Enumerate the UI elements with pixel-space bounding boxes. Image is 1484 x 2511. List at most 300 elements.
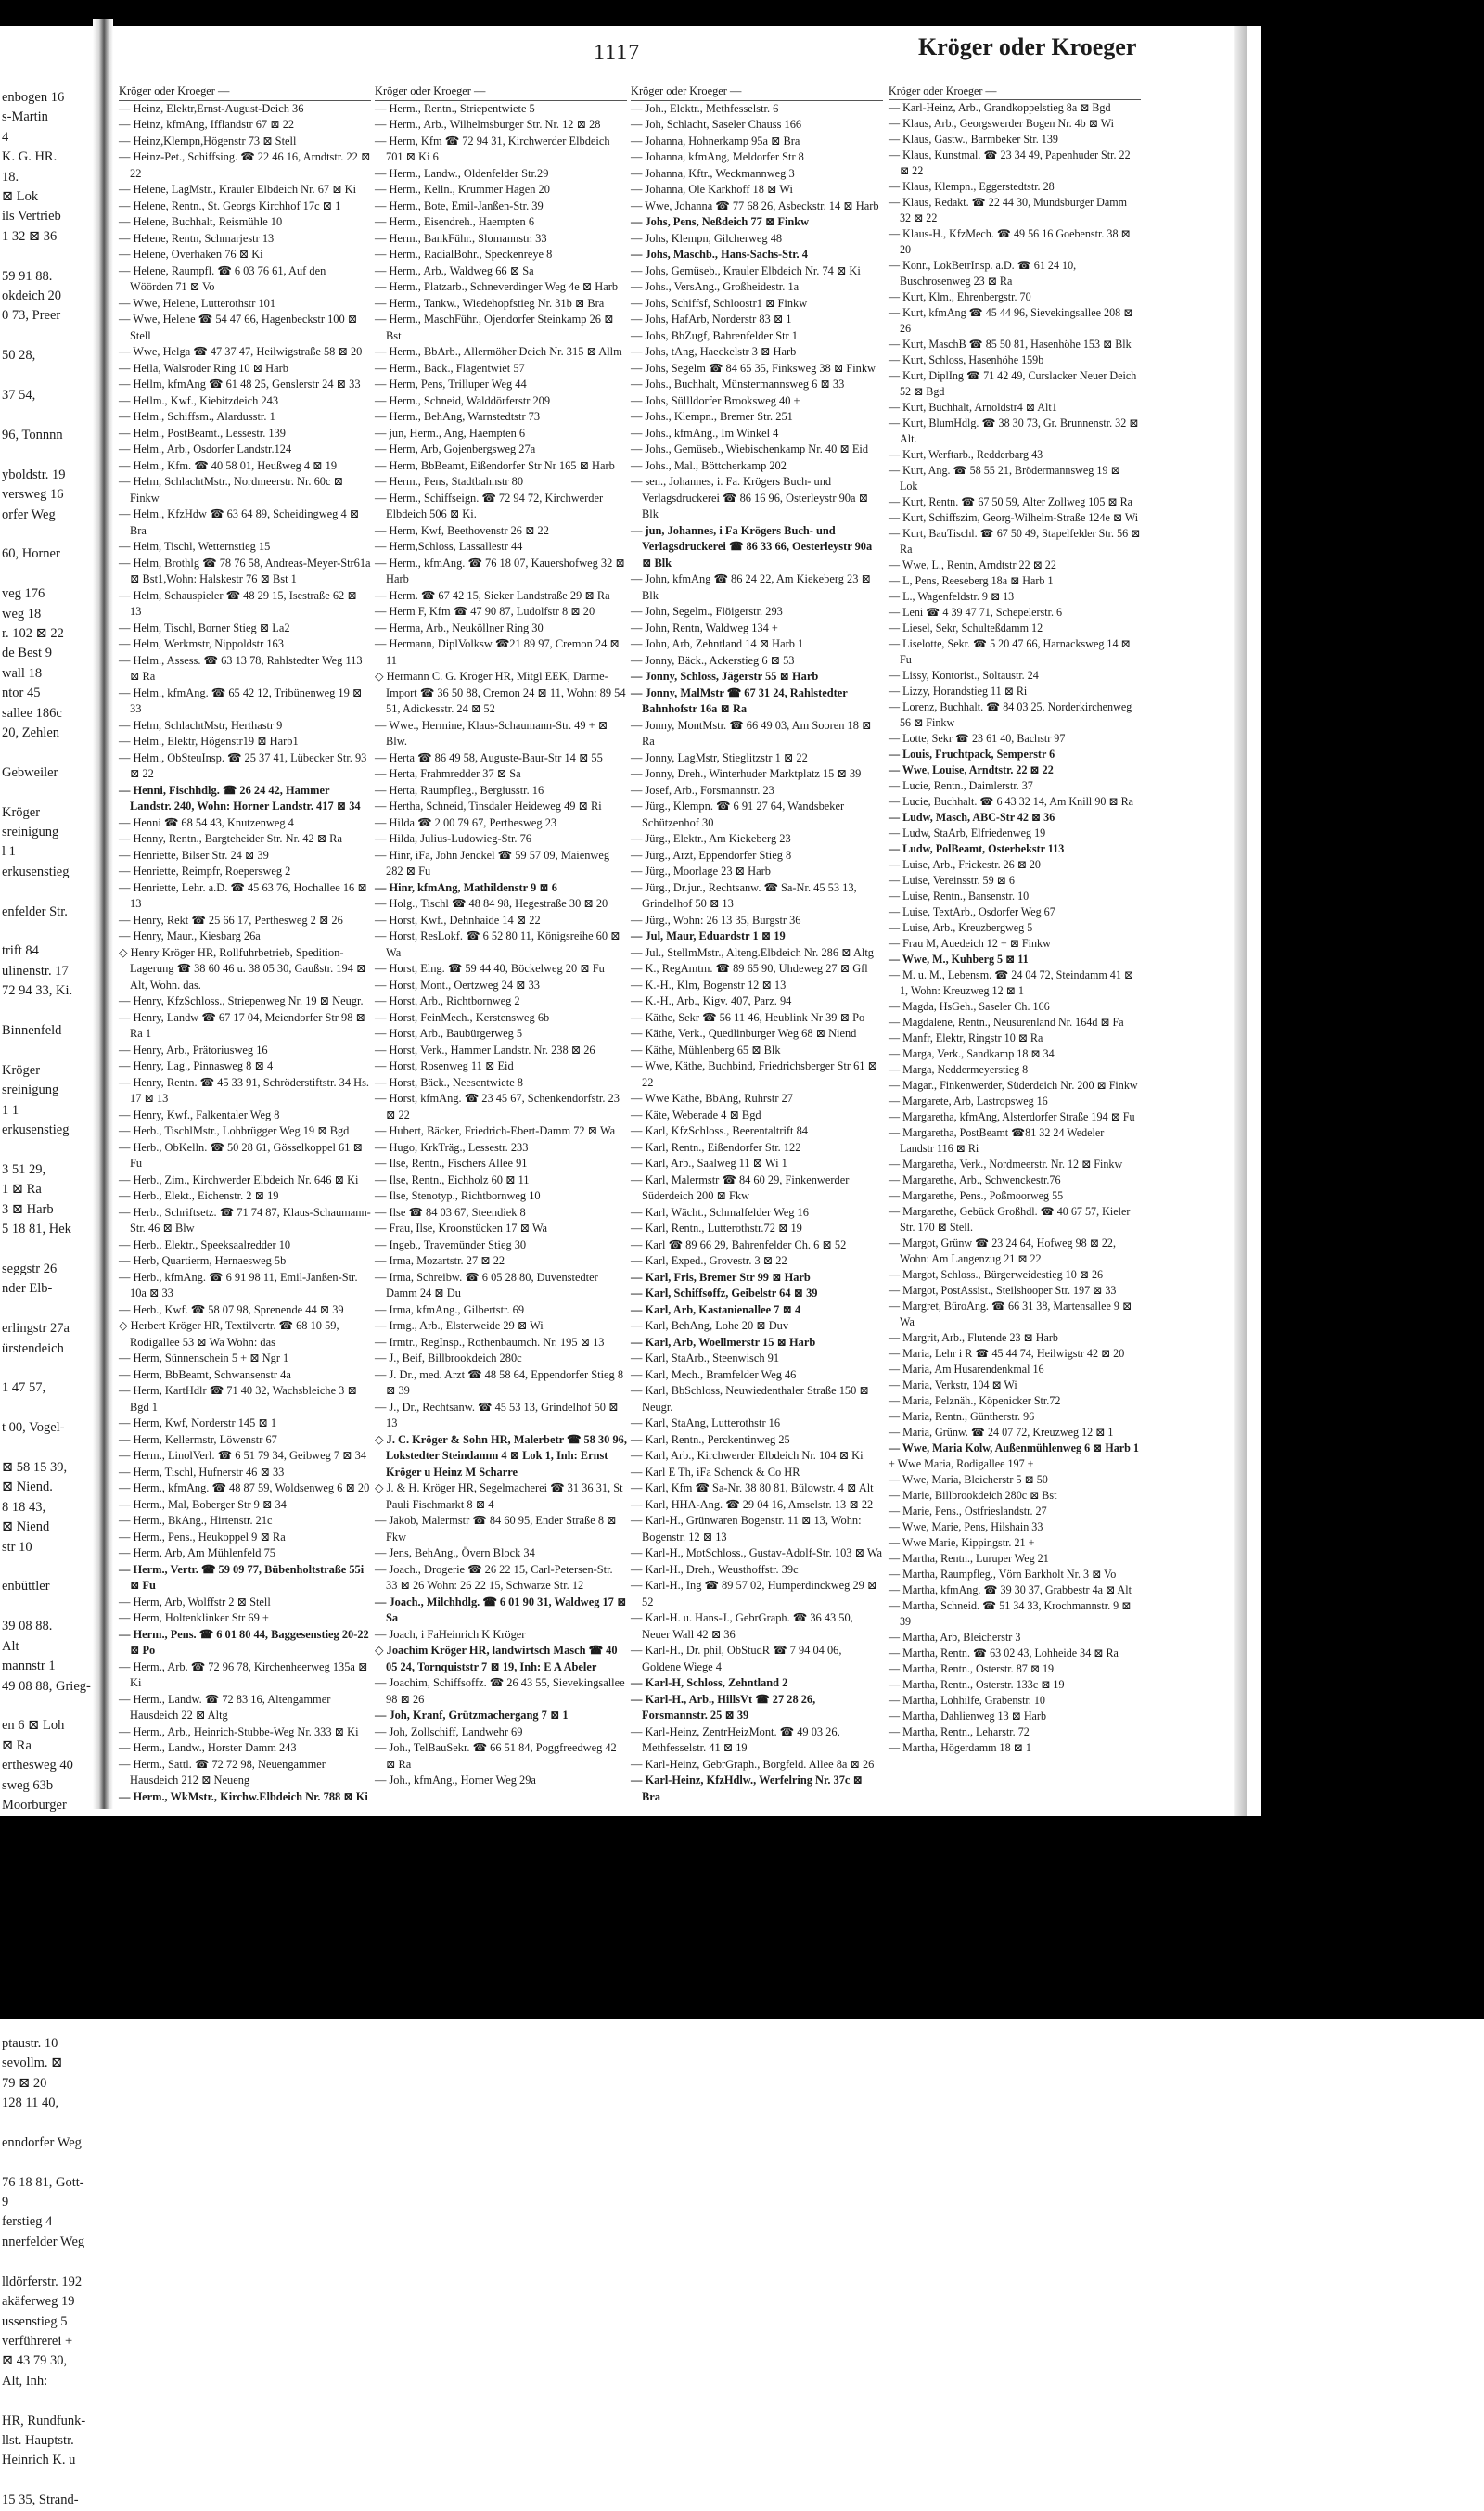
directory-entry: — Horst, Rosenweg 11 ⊠ Eid [375, 1059, 514, 1072]
directory-entry: — Hellm, kfmAng ☎ 61 48 25, Genslerstr 24 ⊠ 33 [119, 378, 361, 391]
directory-entry: — Herm., Arb., Heinrich-Stubbe-Weg Nr. 333 ⊠ Ki [119, 1724, 359, 1738]
directory-entry: — Herm., Vertr. ☎ 59 09 77, Bübenholtstraße 55i ⊠ Fu [119, 1562, 365, 1592]
directory-entry: — Herm., LinolVerl. ☎ 6 51 79 34, Geibweg 7 ⊠ 34 [119, 1449, 367, 1462]
directory-entry: — Maria, Lehr i R ☎ 45 44 74, Heilwigstr 42 ⊠ 20 [889, 1347, 1125, 1360]
directory-entry: — Helene, Raumpfl. ☎ 6 03 76 61, Auf den Wöörden 71 ⊠ Vo [119, 263, 326, 293]
directory-entry: — Martha, Rentn., Leharstr. 72 [889, 1725, 1030, 1738]
left-fragment-line: HR, Rundfunk- [2, 2413, 86, 2428]
left-fragment-line [0, 1359, 93, 1378]
left-fragment-line: Kröger [2, 1062, 41, 1078]
directory-entry: — Herb., kfmAng. ☎ 6 91 98 11, Emil-Janßen-Str. 10a ⊠ 33 [119, 1270, 358, 1300]
directory-entry: — Martha, kfmAng. ☎ 39 30 37, Grabbestr 4a ⊠ Alt [889, 1583, 1132, 1596]
directory-entry: — Joh, Schlacht, Saseler Chauss 166 [631, 118, 802, 131]
directory-entry: — Wwe Marie, Kippingstr. 21 + [889, 1536, 1035, 1549]
directory-entry: — Henry, Arb., Prätoriusweg 16 [119, 1043, 268, 1057]
directory-entry: ◇ Hermann C. G. Kröger HR, Mitgl EEK, Därme-Import ☎ 36 50 88, Cremon 24 ⊠ 11, Wohn: 89 54 51, Adickesstr. 24 ⊠ 52 [375, 670, 626, 715]
directory-entry: — Klaus, Klempn., Eggerstedtstr. 28 [889, 180, 1055, 193]
left-fragment-line: 37 54, [2, 388, 36, 404]
directory-entry: — Hubert, Bäcker, Friedrich-Ebert-Damm 72 ⊠ Wa [375, 1124, 616, 1137]
directory-entry: — Hella, Walsroder Ring 10 ⊠ Harb [119, 361, 288, 375]
left-fragment-line: versweg 16 [2, 487, 64, 503]
directory-entry: — Joach., Drogerie ☎ 26 22 15, Carl-Petersen-Str. 33 ⊠ 26 Wohn: 26 22 15, Schwarze Str. 12 [375, 1562, 613, 1592]
entry-list [375, 101, 627, 1789]
directory-entry: — Ilse ☎ 84 03 67, Steendiek 8 [375, 1205, 526, 1219]
directory-entry: — Margaretha, kfmAng, Alsterdorfer Straße 194 ⊠ Fu [889, 1110, 1135, 1123]
directory-entry: — Henriette, Lehr. a.D. ☎ 45 63 76, Hochallee 16 ⊠ 13 [119, 880, 367, 910]
left-fragment-line: mannstr 1 [2, 1659, 56, 1674]
directory-entry: — Herb., Zim., Kirchwerder Elbdeich Nr. 646 ⊠ Ki [119, 1172, 359, 1186]
directory-entry: — Helm., Arb., Osdorfer Landstr.124 [119, 442, 292, 455]
left-fragment-line: 8 18 43, [2, 1499, 46, 1515]
left-fragment-line [0, 2471, 93, 2491]
directory-entry: — Käte, Weberade 4 ⊠ Bgd [631, 1108, 761, 1121]
left-fragment-line: llst. Hauptstr. [2, 2432, 74, 2448]
directory-entry: — Helm., Elektr, Högenstr19 ⊠ Harb1 [119, 735, 299, 748]
directory-entry: — Irma, kfmAng., Gilbertstr. 69 [375, 1302, 525, 1316]
directory-entry: ◇ Henry Kröger HR, Rollfuhrbetrieb, Spedition-Lagerung ☎ 38 60 46 u. 38 05 30, Gaußstr. 194 ⊠ Alt, Wohn. das. [119, 945, 366, 992]
directory-entry: — Margot, Schloss., Bürgerweidestieg 10 ⊠ 26 [889, 1268, 1104, 1281]
book-gutter [93, 19, 113, 1809]
left-fragment-line: yboldstr. 19 [2, 467, 66, 482]
directory-entry: — Herm., Arb., Waldweg 66 ⊠ Sa [375, 263, 534, 277]
left-fragment-line: veg 176 [2, 586, 45, 602]
directory-entry: — Karl, Wächt., Schmalfelder Weg 16 [631, 1205, 809, 1219]
left-fragment-line: enndorfer Weg [2, 2134, 82, 2150]
directory-entry: — Herb., Schriftsetz. ☎ 71 74 87, Klaus-Schaumann-Str. 46 ⊠ Blw [119, 1205, 371, 1235]
directory-entry: — Margarete, Arb, Lastropsweg 16 [889, 1095, 1048, 1108]
directory-entry: — Irma, Schreibw. ☎ 6 05 28 80, Duvenstedter Damm 24 ⊠ Du [375, 1270, 598, 1300]
directory-entry: — Hermann, DiplVolksw ☎21 89 97, Cremon 24 ⊠ 11 [375, 637, 620, 667]
left-fragment-line: 3 ⊠ Harb [2, 1201, 54, 1217]
directory-entry: — Karl, Exped., Grovestr. 3 ⊠ 22 [631, 1254, 787, 1267]
directory-entry: — Maria, Verkstr, 104 ⊠ Wi [889, 1378, 1017, 1391]
directory-entry: — Johs, Gemüseb., Krauler Elbdeich Nr. 74 ⊠ Ki [631, 263, 861, 277]
directory-entry: — Karl-H., Ing ☎ 89 57 02, Humperdinckweg 29 ⊠ 52 [631, 1579, 877, 1608]
directory-entry: — Magda, HsGeh., Saseler Ch. 166 [889, 1000, 1050, 1013]
directory-entry: — Johs, BbZugf, Bahrenfelder Str 1 [631, 328, 798, 342]
directory-entry: — Magar., Finkenwerder, Süderdeich Nr. 200 ⊠ Finkw [889, 1079, 1138, 1092]
directory-entry: — Helm., PostBeamt., Lessestr. 139 [119, 426, 286, 440]
directory-entry: — Karl-Heinz, GebrGraph., Borgfeld. Allee 8a ⊠ 26 [631, 1757, 875, 1771]
directory-entry: — Herm., kfmAng. ☎ 48 87 59, Woldsenweg 6 ⊠ 20 [119, 1481, 370, 1494]
directory-entry: — Karl E Th, iFa Schenck & Co HR [631, 1465, 800, 1479]
left-fragment-line: ürstendeich [2, 1340, 64, 1356]
left-fragment-line: 3 51 29, [2, 1161, 46, 1177]
page-number: 1117 [594, 41, 641, 65]
directory-entry: — John, Segelm., Flöigerstr. 293 [631, 605, 783, 618]
directory-entry: — Herm., Pens., Heukoppel 9 ⊠ Ra [119, 1530, 286, 1544]
directory-entry: — Herm., Schneid, Walddörferstr 209 [375, 393, 551, 407]
directory-entry: — Herb, Quartierm, Hernaesweg 5b [119, 1254, 287, 1267]
left-fragment-line: ussenstieg 5 [2, 2313, 68, 2329]
directory-entry: — Lucie, Buchhalt. ☎ 6 43 32 14, Am Knill 90 ⊠ Ra [889, 795, 1134, 808]
directory-entry: — Helene, Overhaken 76 ⊠ Ki [119, 248, 263, 261]
directory-entry: — Luise, Arb., Frickestr. 26 ⊠ 20 [889, 858, 1041, 871]
directory-entry: — Johanna, Hohnerkamp 95a ⊠ Bra [631, 134, 800, 147]
directory-entry: — Johanna, Kftr., Weckmannweg 3 [631, 166, 795, 180]
directory-entry: — Karl, Schiffsoffz, Geibelstr 64 ⊠ 39 [631, 1287, 818, 1300]
directory-entry: — Joh, Zollschiff, Landwehr 69 [375, 1724, 523, 1738]
left-fragment-line: 50 28, [2, 348, 36, 364]
left-fragment-line: 20, Zehlen [2, 725, 60, 740]
directory-entry: — Herm., Pens, Stadtbahnstr 80 [375, 475, 524, 488]
directory-entry: — Karl, Malermstr ☎ 84 60 29, Finkenwerder Süderdeich 200 ⊠ Fkw [631, 1172, 850, 1202]
directory-entry: — Henry, KfzSchloss., Striepenweg Nr. 19 ⊠ Neugr. [119, 994, 364, 1007]
directory-entry: — Herm., Kelln., Krummer Hagen 20 [375, 183, 550, 196]
directory-entry: — Henni, Fischhdlg. ☎ 26 24 42, Hammer Landstr. 240, Wohn: Horner Landstr. 417 ⊠ 34 [119, 783, 361, 813]
left-fragment-line [0, 922, 93, 942]
directory-entry: — Hugo, KrkTräg., Lessestr. 233 [375, 1140, 529, 1154]
directory-entry: — Maria, Am Husarendenkmal 16 [889, 1363, 1044, 1376]
directory-column-3 [631, 83, 883, 1805]
left-fragment-line [0, 743, 93, 762]
left-fragment-line: wall 18 [2, 665, 43, 681]
left-fragment-line [0, 2391, 93, 2411]
directory-entry: — Herm, Arb, Am Mühlenfeld 75 [119, 1546, 275, 1559]
left-fragment-line: Alt [2, 1638, 19, 1654]
directory-entry: — Johs., kfmAng., Im Winkel 4 [631, 426, 779, 440]
directory-entry: — Henry, Landw ☎ 67 17 04, Meiendorfer Str 98 ⊠ Ra 1 [119, 1010, 365, 1040]
left-fragment-line: Binnenfeld [2, 1023, 62, 1039]
directory-entry: — Horst, Arb., Richtbornweg 2 [375, 994, 520, 1007]
directory-entry: — Henny, Rentn., Bargteheider Str. Nr. 42 ⊠ Ra [119, 832, 342, 845]
directory-entry: — Lissy, Kontorist., Soltaustr. 24 [889, 669, 1039, 682]
column-header: Kröger oder Kroeger — [119, 83, 371, 101]
left-fragment-line: nnerfelder Weg [2, 2234, 85, 2249]
directory-entry: — Maria, Pelznäh., Köpenicker Str.72 [889, 1394, 1061, 1407]
directory-entry: — Johs., Gemüseb., Wiebischenkamp Nr. 40 ⊠ Eid [631, 442, 869, 455]
directory-entry: — Lorenz, Buchhalt. ☎ 84 03 25, Norderkirchenweg 56 ⊠ Finkw [889, 700, 1132, 729]
directory-entry: — Herm., MaschFühr., Ojendorfer Steinkamp 26 ⊠ Bst [375, 313, 614, 342]
left-fragment-line: 0 73, Preer [2, 308, 61, 324]
left-fragment-line: str 10 [2, 1539, 32, 1555]
directory-entry: — Karl ☎ 89 66 29, Bahrenfelder Ch. 6 ⊠ 52 [631, 1237, 847, 1251]
directory-entry: — Kurt, Schloss, Hasenhöhe 159b [889, 353, 1044, 366]
directory-entry: — Hilda ☎ 2 00 79 67, Perthesweg 23 [375, 815, 557, 829]
directory-entry: — Herm., kfmAng. ☎ 76 18 07, Kauershofweg 32 ⊠ Harb [375, 556, 625, 585]
left-fragment-line: ⊠ Niend. [2, 1480, 53, 1495]
left-fragment-line: sweg 63b [2, 1777, 54, 1793]
left-fragment-line: Alt, Inh: [2, 2373, 48, 2389]
left-fragment-line: ⊠ Niend [2, 1519, 50, 1535]
directory-entry: — Maria, Grünw. ☎ 24 07 72, Kreuzweg 12 ⊠ 1 [889, 1426, 1114, 1439]
directory-entry: — Herm., Sattl. ☎ 72 72 98, Neuengammer Hausdeich 212 ⊠ Neueng [119, 1757, 326, 1787]
directory-entry: ◇ Herbert Kröger HR, Textilvertr. ☎ 68 10 59, Rodigallee 53 ⊠ Wa Wohn: das [119, 1319, 339, 1349]
directory-entry: — Liselotte, Sekr. ☎ 5 20 47 66, Harnacksweg 14 ⊠ Fu [889, 637, 1131, 666]
directory-entry: — Herb., TischlMstr., Lohbrügger Weg 19 ⊠ Bgd [119, 1124, 350, 1137]
directory-entry: — Herta, Raumpfleg., Bergiusstr. 16 [375, 783, 544, 797]
directory-entry: — Herm., Arb. ☎ 72 96 78, Kirchenheerweg 135a ⊠ Ki [119, 1659, 368, 1689]
directory-entry: — Maria, Rentn., Güntherstr. 96 [889, 1410, 1035, 1423]
left-fragment-line: sreinigung [2, 1083, 59, 1098]
directory-entry: — Karl-Heinz, KfzHdlw., Werfelring Nr. 37c ⊠ Bra [631, 1774, 863, 1803]
directory-entry: — Johs., VersAng., Großheidestr. 1a [631, 280, 800, 293]
directory-entry: — Herm, Pens, Trilluper Weg 44 [375, 378, 527, 391]
directory-entry: — Horst, Mont., Oertzweg 24 ⊠ 33 [375, 978, 540, 992]
left-fragment-line: 18. [2, 169, 19, 185]
directory-entry: — Karl-Heinz, ZentrHeizMont. ☎ 49 03 26, Methfesselstr. 41 ⊠ 19 [631, 1724, 840, 1754]
directory-entry: — Karl, Arb, Kastanienallee 7 ⊠ 4 [631, 1302, 801, 1316]
directory-entry: — jun, Herm., Ang, Haempten 6 [375, 426, 526, 440]
directory-entry: — Herm., Arb., Wilhelmsburger Str. Nr. 12 ⊠ 28 [375, 118, 601, 131]
entry-list [119, 101, 371, 1806]
directory-entry: — Helene, Buchhalt, Reismühle 10 [119, 215, 283, 228]
left-fragment-line: sreinigung [2, 825, 59, 840]
directory-entry: — Luise, Rentn., Bansenstr. 10 [889, 890, 1030, 903]
directory-entry: — Karl, Fris, Bremer Str 99 ⊠ Harb [631, 1270, 811, 1284]
directory-entry: — Karl-H., MotSchloss., Gustav-Adolf-Str. 103 ⊠ Wa [631, 1546, 883, 1559]
directory-entry: — Jonny, MontMstr. ☎ 66 49 03, Am Sooren 18 ⊠ Ra [631, 718, 872, 748]
directory-entry: — Hellm., Kwf., Kiebitzdeich 243 [119, 393, 279, 407]
directory-entry: — Herb., Kwf. ☎ 58 07 98, Sprenende 44 ⊠ 39 [119, 1302, 344, 1316]
directory-entry: — Martha, Lohhilfe, Grabenstr. 10 [889, 1694, 1045, 1707]
directory-entry: — Kurt, MaschB ☎ 85 50 81, Hasenhöhe 153 ⊠ Blk [889, 338, 1132, 351]
directory-entry: — Johs, Segelm ☎ 84 65 35, Finksweg 38 ⊠ Finkw [631, 361, 876, 375]
left-fragment-line: erthesweg 40 [2, 1758, 73, 1774]
left-fragment-line: seggstr 26 [2, 1261, 58, 1276]
directory-entry: — Karl, Arb, Woellmerstr 15 ⊠ Harb [631, 1335, 816, 1349]
directory-entry: — Henry, Lag., Pinnasweg 8 ⊠ 4 [119, 1059, 274, 1072]
directory-entry: — Karl-H., Arb., HillsVt ☎ 27 28 26, Forsmannstr. 25 ⊠ 39 [631, 1692, 816, 1722]
directory-entry: — Hilda, Julius-Ludowieg-Str. 76 [375, 832, 531, 845]
left-fragment-line [0, 1439, 93, 1458]
left-fragment-line: orfer Weg [2, 506, 56, 522]
left-fragment-line: okdeich 20 [2, 288, 62, 304]
directory-entry: — Herm., Landw., Oldenfelder Str.29 [375, 166, 549, 180]
left-fragment-line: erlingstr 27a [2, 1321, 70, 1337]
left-fragment-line: erkusenstieg [2, 864, 70, 879]
left-fragment-line: 72 94 33, Ki. [2, 983, 73, 999]
directory-entry: — Karl, StaArb., Steenwisch 91 [631, 1352, 780, 1364]
directory-entry: — Margot, PostAssist., Steilshooper Str. 197 ⊠ 33 [889, 1284, 1117, 1297]
running-head: Kröger oder Kroeger [918, 33, 1137, 60]
directory-entry: — Herm., RadialBohr., Speckenreye 8 [375, 248, 553, 261]
directory-entry: — Irmg., Arb., Elsterweide 29 ⊠ Wi [375, 1319, 544, 1332]
directory-entry: — Frau, Ilse, Kroonstücken 17 ⊠ Wa [375, 1222, 548, 1235]
directory-entry: — Karl, StaAng, Lutterothstr 16 [631, 1416, 781, 1429]
directory-entry: — Marga, Neddermeyerstieg 8 [889, 1063, 1029, 1076]
directory-entry: — J. Dr., med. Arzt ☎ 48 58 64, Eppendorfer Stieg 8 ⊠ 39 [375, 1367, 624, 1397]
directory-entry: + Wwe Maria, Rodigallee 197 + [889, 1457, 1034, 1470]
directory-entry: — Helene, LagMstr., Kräuler Elbdeich Nr. 67 ⊠ Ki [119, 183, 357, 196]
directory-entry: — Ludw, PolBeamt, Osterbekstr 113 [889, 842, 1065, 855]
directory-entry: — Käthe, Verk., Quedlinburger Weg 68 ⊠ Niend [631, 1027, 857, 1040]
directory-entry: — Herm,Schloss, Lassallestr 44 [375, 540, 523, 553]
directory-entry: — Wwe Käthe, BbAng, Ruhrstr 27 [631, 1092, 793, 1105]
directory-entry: — Herm., Schiffseign. ☎ 72 94 72, Kirchwerder Elbdeich 506 ⊠ Ki. [375, 491, 604, 520]
directory-entry: — Herm., BkAng., Hirtenstr. 21c [119, 1514, 273, 1527]
entry-list [631, 101, 883, 1806]
directory-entry: — Karl, Arb., Saalweg 11 ⊠ Wi 1 [631, 1157, 787, 1170]
directory-entry: — jun, Johannes, i Fa Krögers Buch- und Verlagsdruckerei ☎ 86 33 66, Oesterleystr 90a ⊠ Blk [631, 523, 873, 570]
directory-entry: — Helm., Schiffsm., Alardusstr. 1 [119, 410, 275, 423]
directory-entry: — Herm, BbBeamt, Schwansenstr 4a [119, 1367, 291, 1381]
directory-entry: — Margret, BüroAng. ☎ 66 31 38, Martensallee 9 ⊠ Wa [889, 1300, 1132, 1328]
directory-entry: — Wwe, Johanna ☎ 77 68 26, Asbeckstr. 14 ⊠ Harb [631, 199, 879, 212]
scan-border-right [1261, 0, 1484, 2019]
directory-entry: — Ludw, Masch, ABC-Str 42 ⊠ 36 [889, 811, 1055, 824]
directory-entry: — Wwe, L., Rentn, Arndtstr 22 ⊠ 22 [889, 558, 1056, 571]
directory-entry: — Luise, Vereinsstr. 59 ⊠ 6 [889, 874, 1015, 887]
left-fragment-line [0, 1141, 93, 1160]
directory-entry: — Luise, TextArb., Osdorfer Weg 67 [889, 905, 1055, 918]
left-fragment-line [0, 1002, 93, 1021]
directory-entry: — Konr., LokBetrInsp. a.D. ☎ 61 24 10, Buschrosenweg 23 ⊠ Ra [889, 259, 1077, 288]
left-fragment-line [0, 1399, 93, 1418]
left-fragment-line [0, 1557, 93, 1577]
directory-entry: — Joh, Kranf, Grützmachergang 7 ⊠ 1 [375, 1709, 569, 1722]
directory-entry: — Herm., BankFühr., Slomannstr. 33 [375, 231, 547, 245]
directory-entry: — Jonny, LagMstr, Stieglitzstr 1 ⊠ 22 [631, 750, 808, 764]
left-fragment-line: ⊠ 43 79 30, [2, 2353, 68, 2369]
left-fragment-line [0, 247, 93, 266]
directory-entry: — Klaus, Kunstmal. ☎ 23 34 49, Papenhuder Str. 22 ⊠ 22 [889, 148, 1131, 177]
left-fragment-line: Kröger [2, 804, 41, 820]
entry-list [889, 100, 1141, 1756]
left-fragment-line: verführerei + [2, 2333, 73, 2349]
directory-entry: — Helm, Tischl, Borner Stieg ⊠ La2 [119, 621, 290, 634]
directory-entry: — Herm. ☎ 67 42 15, Sieker Landstraße 29 ⊠ Ra [375, 588, 610, 602]
left-fragment-line [0, 2153, 93, 2172]
directory-entry: — Jul, Maur, Eduardstr 1 ⊠ 19 [631, 929, 786, 942]
directory-entry: — Kurt, Werftarb., Redderbarg 43 [889, 448, 1043, 461]
column-header: Kröger oder Kroeger — [375, 83, 627, 101]
directory-entry: — Martha, Rentn., Luruper Weg 21 [889, 1552, 1049, 1565]
directory-entry: — Johs, Klempn, Gilcherweg 48 [631, 231, 783, 245]
left-fragment-line: 9 [2, 2195, 9, 2210]
directory-entry: — Karl, Rentn., Lutterothstr.72 ⊠ 19 [631, 1222, 802, 1235]
left-fragment-line [0, 445, 93, 465]
left-fragment-line: sevollm. ⊠ [2, 2056, 63, 2071]
left-fragment-line: ulinenstr. 17 [2, 963, 69, 979]
directory-entry: — Herm, Arb, Wolffstr 2 ⊠ Stell [119, 1595, 271, 1608]
left-fragment-line: s-Martin [2, 109, 48, 125]
directory-entry: — Johs., Klempn., Bremer Str. 251 [631, 410, 793, 423]
directory-entry: — Horst, Arb., Baubürgerweg 5 [375, 1027, 523, 1040]
directory-entry: — Jürg., Arzt, Eppendorfer Stieg 8 [631, 848, 792, 862]
directory-entry: — Karl, Rentn., Perckentinweg 25 [631, 1432, 790, 1446]
directory-entry: — Klaus, Arb., Georgswerder Bogen Nr. 4b ⊠ Wi [889, 117, 1114, 130]
directory-entry: — Karl-H, Schloss, Zehntland 2 [631, 1676, 788, 1689]
directory-entry: — Ingeb., Travemünder Stieg 30 [375, 1237, 527, 1251]
directory-entry: — Johs, Süllldorfer Brooksweg 40 + [631, 393, 800, 407]
directory-entry: — Karl, BehAng, Lohe 20 ⊠ Duv [631, 1319, 789, 1332]
left-fragment-line: ntor 45 [2, 685, 41, 701]
left-fragment-line [0, 327, 93, 346]
left-fragment-line: ferstieg 4 [2, 2214, 53, 2230]
directory-entry: — Karl, KfzSchloss., Beerentaltrift 84 [631, 1124, 808, 1137]
directory-entry: — Wwe, Helene, Lutterothstr 101 [119, 296, 276, 310]
directory-entry: — Jürg., Moorlage 23 ⊠ Harb [631, 865, 771, 878]
directory-entry: — Heinz-Pet., Schiffsing. ☎ 22 46 16, Arndtstr. 22 ⊠ 22 [119, 150, 371, 180]
directory-entry: — Martha, Rentn., Osterstr. 87 ⊠ 19 [889, 1662, 1055, 1675]
left-fragment-line: Heinrich K. u [2, 2453, 76, 2468]
left-fragment-line: weg 18 [2, 606, 42, 621]
directory-entry: — Johs, Pens, Neßdeich 77 ⊠ Finkw [631, 215, 810, 228]
directory-entry: — Jakob, Malermstr ☎ 84 60 95, Ender Straße 8 ⊠ Fkw [375, 1514, 617, 1544]
directory-entry: — Helm, Brothlg ☎ 78 76 58, Andreas-Meyer-Str61a ⊠ Bst1,Wohn: Halskestr 76 ⊠ Bst 1 [119, 556, 371, 585]
directory-entry: — Klaus, Gastw., Barmbeker Str. 139 [889, 133, 1058, 146]
directory-entry: — Herma, Arb., Neuköllner Ring 30 [375, 621, 544, 634]
directory-entry: — Klaus-H., KfzMech. ☎ 49 56 16 Goebenstr. 38 ⊠ 20 [889, 227, 1131, 256]
directory-entry: — Karl-H., Dr. phil, ObStudR ☎ 7 94 04 06, Goldene Wiege 4 [631, 1644, 842, 1673]
left-fragment-line: Gebweiler [2, 764, 58, 780]
left-fragment-line: 4 [2, 129, 9, 145]
directory-entry: — Kurt, kfmAng ☎ 45 44 96, Sievekingsallee 208 ⊠ 26 [889, 306, 1133, 335]
directory-entry: — M. u. M., Lebensm. ☎ 24 04 72, Steindamm 41 ⊠ 1, Wohn: Kreuzweg 12 ⊠ 1 [889, 968, 1134, 997]
directory-entry: — Ludw, StaArb, Elfriedenweg 19 [889, 826, 1046, 839]
directory-entry: — Herm F, Kfm ☎ 47 90 87, Ludolfstr 8 ⊠ 20 [375, 605, 595, 618]
directory-entry: — Jürg., Dr.jur., Rechtsanw. ☎ Sa-Nr. 45 53 13, Grindelhof 50 ⊠ 13 [631, 880, 857, 910]
directory-column-4 [889, 83, 1141, 1756]
directory-entry: — Margot, Grünw ☎ 23 24 64, Hofweg 98 ⊠ 22, Wohn: Am Langenzug 21 ⊠ 22 [889, 1236, 1116, 1265]
directory-entry: — Heinz, Elektr,Ernst-August-Deich 36 [119, 101, 304, 115]
directory-entry: — Herm., Platzarb., Schneverdinger Weg 4e ⊠ Harb [375, 280, 619, 293]
directory-entry: — Louis, Fruchtpack, Semperstr 6 [889, 748, 1055, 761]
directory-entry: — Wwe, Helga ☎ 47 37 47, Heilwigstraße 58 ⊠ 20 [119, 345, 363, 358]
left-fragment-line: r. 102 ⊠ 22 [2, 625, 64, 641]
column-header: Kröger oder Kroeger — [631, 83, 883, 101]
directory-entry: — Johanna, Ole Karkhoff 18 ⊠ Wi [631, 183, 793, 196]
left-fragment-line: 1 ⊠ Ra [2, 1182, 42, 1198]
left-fragment-line [0, 783, 93, 802]
left-fragment-line: lldörferstr. 192 [2, 2274, 83, 2289]
directory-entry: — Herm, Arb, Gojenbergsweg 27a [375, 442, 536, 455]
directory-entry: — Kurt, Schiffszim, Georg-Wilhelm-Straße 124e ⊠ Wi [889, 511, 1139, 524]
directory-entry: — Helm, SchlachtMstr, Herthastr 9 [119, 718, 283, 732]
directory-entry: — Ilse, Stenotyp., Richtbornweg 10 [375, 1189, 541, 1202]
directory-entry: — sen., Johannes, i. Fa. Krögers Buch- und Verlagsdruckerei ☎ 86 16 96, Osterleystr 90a ⊠ Blk [631, 475, 868, 520]
directory-entry: — Herb., ObKelln. ☎ 50 28 61, Gösselkoppel 61 ⊠ Fu [119, 1140, 363, 1170]
directory-entry: — Karl, Kfm ☎ Sa-Nr. 38 80 81, Bülowstr. 4 ⊠ Alt [631, 1481, 874, 1494]
left-fragment-line [0, 1697, 93, 1716]
directory-entry: — J., Dr., Rechtsanw. ☎ 45 53 13, Grindelhof 50 ⊠ 13 [375, 1400, 619, 1429]
directory-entry: — Martha, Raumpfleg., Vörn Barkholt Nr. 3 ⊠ Vo [889, 1568, 1117, 1581]
directory-entry: — Karl-Heinz, Arb., Grandkoppelstieg 8a ⊠ Bgd [889, 101, 1111, 114]
left-fragment-line: K. G. HR. [2, 149, 58, 165]
directory-entry: — Jonny, MalMstr ☎ 67 31 24, Rahlstedter Bahnhofstr 16a ⊠ Ra [631, 685, 848, 715]
directory-entry: — Johs., Buchhalt, Münstermannsweg 6 ⊠ 33 [631, 378, 845, 391]
directory-entry: — L., Wagenfeldstr. 9 ⊠ 13 [889, 590, 1015, 603]
directory-entry: — Karl-H. u. Hans-J., GebrGraph. ☎ 36 43 50, Neuer Wall 42 ⊠ 36 [631, 1611, 853, 1641]
left-fragment-line: 5 18 81, Hek [2, 1222, 71, 1237]
directory-entry: — Helm, SchlachtMstr., Nordmeerstr. Nr. 60c ⊠ Finkw [119, 475, 343, 505]
directory-entry: — Helm., kfmAng. ☎ 65 42 12, Tribünenweg 19 ⊠ 33 [119, 685, 363, 715]
left-fragment-line [0, 1597, 93, 1617]
directory-entry: — Lizzy, Horandstieg 11 ⊠ Ri [889, 685, 1028, 698]
directory-entry: — Henry, Rentn. ☎ 45 33 91, Schröderstiftstr. 34 Hs. 17 ⊠ 13 [119, 1075, 369, 1105]
left-fragment-line: akäferweg 19 [2, 2294, 75, 2310]
directory-entry: — Kurt, Klm., Ehrenbergstr. 70 [889, 290, 1031, 303]
directory-entry: — Wwe, Marie, Pens, Hilshain 33 [889, 1520, 1043, 1533]
directory-entry: — Jul., StellmMstr., Alteng.Elbdeich Nr. 286 ⊠ Altg [631, 945, 874, 959]
directory-entry: — Karl, Arb., Kirchwerder Elbdeich Nr. 104 ⊠ Ki [631, 1449, 864, 1462]
directory-entry: — Hertha, Schneid, Tinsdaler Heideweg 49 ⊠ Ri [375, 800, 602, 813]
left-fragment-line: 96, Tonnnn [2, 427, 63, 442]
directory-entry: — Kurt, DiplIng ☎ 71 42 49, Curslacker Neuer Deich 52 ⊠ Bgd [889, 369, 1137, 398]
scan-border-bottom [0, 1816, 1484, 2019]
left-fragment-line: en 6 ⊠ Loh [2, 1718, 65, 1734]
directory-entry: — Herb., Elekt., Eichenstr. 2 ⊠ 19 [119, 1189, 279, 1202]
left-fragment-line: ils Vertrieb [2, 209, 61, 224]
directory-entry: — Magdalene, Rentn., Neusurenland Nr. 164d ⊠ Fa [889, 1016, 1124, 1029]
directory-entry: — Holg., Tischl ☎ 48 84 98, Hegestraße 30 ⊠ 20 [375, 897, 608, 910]
directory-entry: — Henry, Kwf., Falkentaler Weg 8 [119, 1108, 280, 1121]
directory-entry: — Horst, FeinMech., Kerstensweg 6b [375, 1010, 550, 1024]
directory-entry: — Kurt, Ang. ☎ 58 55 21, Brödermannsweg 19 ⊠ Lok [889, 464, 1120, 493]
directory-entry: — L, Pens, Reeseberg 18a ⊠ Harb 1 [889, 574, 1054, 587]
directory-entry: — Helm., ObSteuInsp. ☎ 25 37 41, Lübecker Str. 93 ⊠ 22 [119, 750, 367, 780]
